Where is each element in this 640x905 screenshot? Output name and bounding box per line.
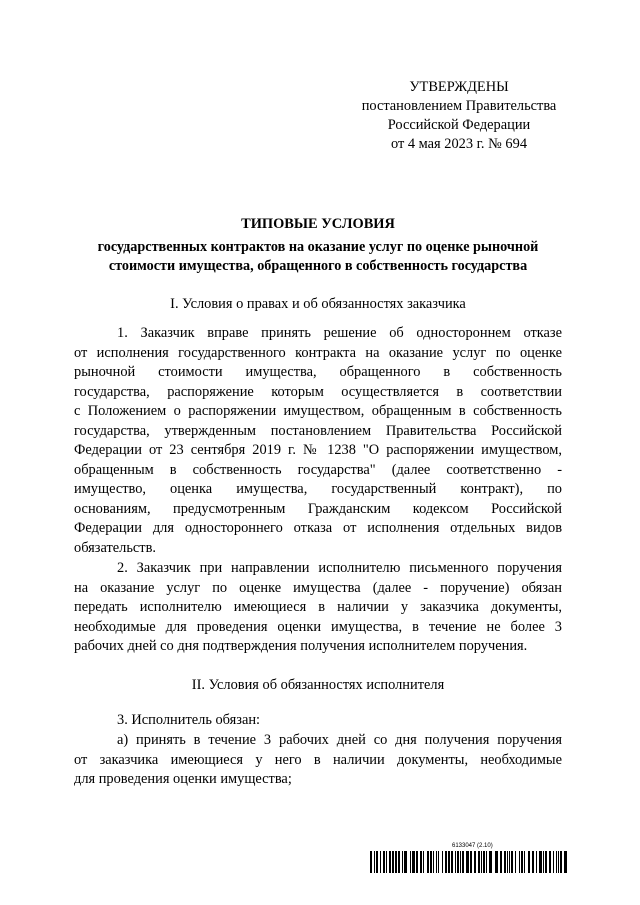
text-line: Федерации от 23 сентября 2019 г. № 1238 "О распоряжении имуществом, [74, 442, 562, 458]
subtitle-line: государственных контрактов на оказание услуг по оценке рыночной [97, 239, 539, 255]
text-line: обращенным в собственность государства" (далее соответственно - [74, 461, 562, 478]
text-line: обязательств. [74, 539, 156, 556]
text-line: 1. Заказчик вправе принять решение об одностороннем отказе [117, 325, 562, 341]
text-line: имущество, оценка имущества, государственный контракт), по [74, 481, 562, 497]
text-line: с Положением о распоряжении имуществом, обращенным в собственность [74, 403, 562, 419]
section-heading-1: I. Условия о правах и об обязанностях заказчика [170, 296, 466, 312]
approval-by: постановлением Правительства [361, 98, 557, 114]
paragraph-2 [74, 559, 562, 657]
approval-stamp [340, 78, 578, 154]
approval-word: УТВЕРЖДЕНЫ [409, 79, 509, 95]
document-title: ТИПОВЫЕ УСЛОВИЯ [241, 216, 395, 232]
approval-country: Российской Федерации [387, 117, 531, 133]
text-line: а) принять в течение 3 рабочих дней со дня получения поручения [117, 732, 562, 748]
paragraph-3a [74, 731, 562, 790]
text-line: государства, утвержденным постановлением Правительства Российской [74, 422, 562, 439]
paragraph-1 [74, 324, 562, 558]
subtitle-line: стоимости имущества, обращенного в собственность государства [108, 258, 528, 274]
text-line: государства, распоряжение которым осуществляется в соответствии [74, 383, 562, 400]
text-line: от исполнения государственного контракта на оказание услуг по оценке [74, 344, 562, 361]
section-heading-2: II. Условия об обязанностях исполнителя [191, 677, 445, 693]
text-line: необходимые для проведения оценки имущества, в течение не более 3 [74, 618, 562, 635]
text-line: Федерации для одностороннего отказа от исполнения отдельных видов [74, 520, 562, 536]
text-line: 2. Заказчик при направлении исполнителю письменного поручения [117, 560, 562, 576]
text-line: на оказание услуг по оценке имущества (далее - поручение) обязан [74, 579, 562, 596]
document-subtitle [74, 238, 562, 276]
barcode-image [370, 851, 570, 873]
text-line: рыночной стоимости имущества, обращенного в собственность [74, 364, 562, 380]
paragraph-3 [74, 711, 562, 731]
barcode-number: 6133047 (2.10) [452, 843, 493, 849]
text-line: 3. Исполнитель обязан: [117, 712, 261, 728]
text-line: основаниям, предусмотренным Гражданским кодексом Российской [74, 500, 562, 517]
text-line: от заказчика имеющиеся у него в наличии документы, необходимые [74, 751, 562, 768]
text-line: передать исполнителю имеющиеся в наличии у заказчика документы, [74, 599, 562, 615]
text-line: для проведения оценки имущества; [74, 771, 292, 787]
approval-date: от 4 мая 2023 г. № 694 [390, 136, 528, 152]
text-line: рабочих дней со дня подтверждения получения исполнителем поручения. [74, 638, 528, 654]
